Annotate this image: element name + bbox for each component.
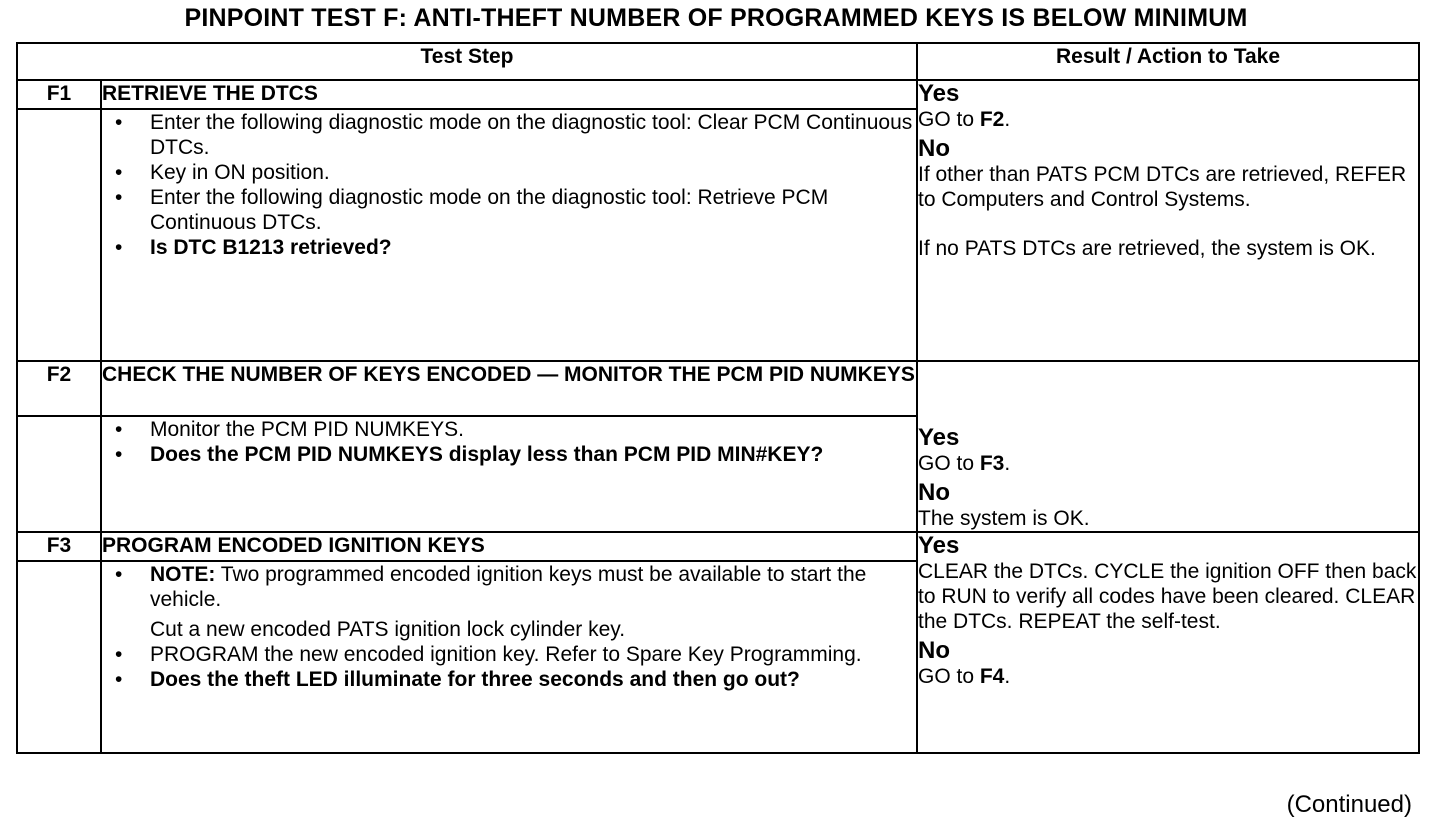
step-id: F1: [17, 80, 101, 109]
step-f1-result: [917, 80, 1419, 361]
list-item: • Monitor the PCM PID NUMKEYS.: [115, 418, 464, 442]
step-f3-instructions: [101, 561, 917, 753]
yes-label: Yes: [918, 424, 960, 451]
yes-action: GO to F2.: [918, 108, 1011, 131]
result-header: Result / Action to Take: [917, 43, 1419, 80]
no-action: GO to F4.: [918, 665, 1011, 688]
pinpoint-test-table: [16, 42, 1420, 754]
step-f3-result: [917, 532, 1419, 753]
yes-action: CLEAR the DTCs. CYCLE the ignition OFF then back to RUN to verify all codes have been cleared. CLEAR the DTCs. REPEAT the self-test.: [918, 560, 1417, 633]
list-item: • Enter the following diagnostic mode on the diagnostic tool: Retrieve PCM Continuous DTCs.: [115, 186, 829, 234]
no-action-extra: If no PATS DTCs are retrieved, the system is OK.: [918, 237, 1376, 260]
list-item: • Key in ON position.: [115, 161, 330, 184]
step-title: CHECK THE NUMBER OF KEYS ENCODED — MONITOR THE PCM PID NUMKEYS: [101, 361, 917, 416]
step-f1-instructions: [101, 109, 917, 361]
note-continuation: Cut a new encoded PATS ignition lock cylinder key.: [150, 618, 626, 641]
yes-action: GO to F3.: [918, 452, 1011, 475]
no-label: No: [918, 479, 950, 506]
list-item-question: • Does the PCM PID NUMKEYS display less than PCM PID MIN#KEY?: [115, 443, 824, 467]
no-action: If other than PATS PCM DTCs are retrieved, REFER to Computers and Control Systems.: [918, 163, 1407, 211]
step-title: RETRIEVE THE DTCS: [101, 80, 917, 109]
table-header-row: [17, 43, 1419, 80]
yes-label: Yes: [918, 80, 960, 107]
step-id: F2: [17, 361, 101, 416]
step-f2-result: [917, 361, 1419, 532]
step-id: F3: [17, 532, 101, 561]
step-f3-title-row: [17, 532, 1419, 561]
list-item: • PROGRAM the new encoded ignition key. Refer to Spare Key Programming.: [115, 643, 862, 666]
no-label: No: [918, 637, 950, 664]
continued-label: (Continued): [1286, 791, 1412, 818]
step-title: PROGRAM ENCODED IGNITION KEYS: [101, 532, 917, 561]
list-item-question: • Is DTC B1213 retrieved?: [115, 236, 392, 259]
step-f2-instructions: [101, 416, 917, 532]
step-f2-title-row: [17, 361, 1419, 416]
list-item: • Enter the following diagnostic mode on the diagnostic tool: Clear PCM Continuous DTCs.: [115, 111, 913, 159]
no-label: No: [918, 135, 950, 162]
page-title: PINPOINT TEST F: ANTI-THEFT NUMBER OF PROGRAMMED KEYS IS BELOW MINIMUM: [184, 4, 1248, 32]
yes-label: Yes: [918, 532, 960, 559]
test-step-header: Test Step: [17, 43, 917, 80]
list-item-question: • Does the theft LED illuminate for three seconds and then go out?: [115, 668, 800, 691]
list-item-note: • NOTE: Two programmed encoded ignition keys must be available to start the vehicle.: [115, 563, 867, 611]
no-action: The system is OK.: [918, 507, 1090, 530]
step-f1-title-row: [17, 80, 1419, 109]
